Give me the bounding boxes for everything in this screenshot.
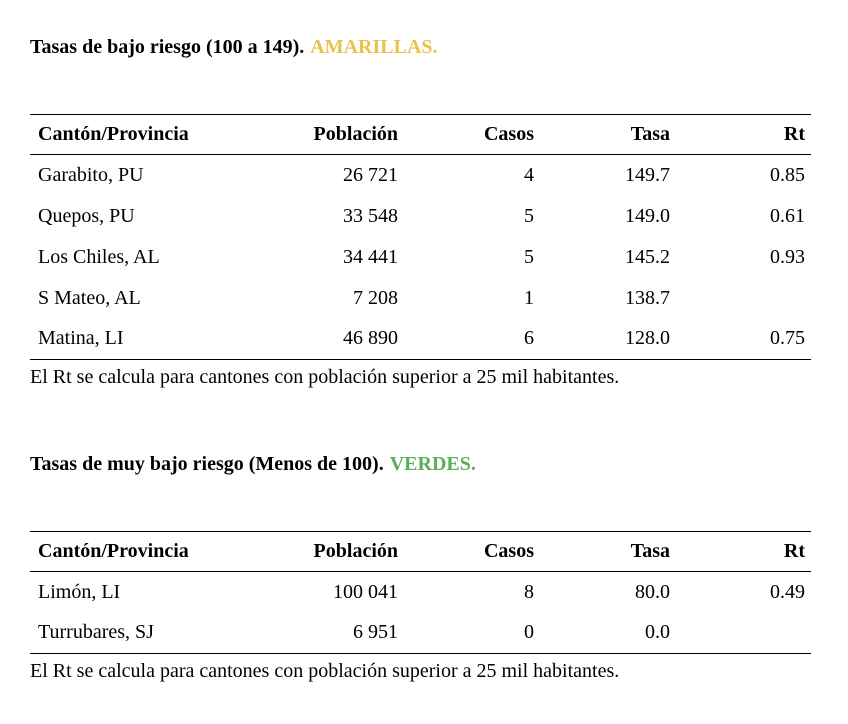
cell-poblacion: 34 441 [343,245,398,268]
cell-poblacion: 7 208 [353,286,398,309]
cell-rt: 0.85 [770,163,805,186]
cell-casos: 5 [524,204,534,227]
cell-casos: 6 [524,327,534,350]
cell-canton: S Mateo, AL [38,286,141,309]
column-header-rt: Rt [783,123,805,145]
section-heading-text: Tasas de muy bajo riesgo (Menos de 100). [30,453,384,475]
cell-canton: Matina, LI [38,327,124,350]
table-note: El Rt se calcula para cantones con población superior a 25 mil habitantes. [30,366,620,388]
table-row [30,278,811,319]
column-header-canton: Cantón/Provincia [38,123,189,145]
cell-rt [670,613,811,654]
table-row [30,613,811,654]
risk-tag: AMARILLAS. [310,36,438,58]
cell-casos: 0 [524,621,534,644]
table-header-row [30,532,811,572]
column-header-tasa: Tasa [630,123,670,145]
table-row [30,155,811,196]
cell-rt [670,278,811,319]
cell-casos: 4 [524,163,534,186]
cell-tasa: 80.0 [635,580,670,603]
table-row [30,196,811,237]
data-table [30,114,811,360]
cell-casos: 5 [524,245,534,268]
cell-tasa: 138.7 [625,286,670,309]
risk-tag: VERDES. [389,453,476,475]
cell-casos: 8 [524,580,534,603]
column-header-tasa: Tasa [630,540,670,562]
column-header-canton: Cantón/Provincia [38,540,189,562]
cell-tasa: 149.7 [625,163,670,186]
section-verdes [30,451,811,684]
cell-casos: 1 [524,286,534,309]
cell-tasa: 145.2 [625,245,670,268]
cell-poblacion: 6 951 [353,621,398,644]
column-header-poblacion: Población [313,540,398,562]
cell-poblacion: 100 041 [333,580,398,603]
cell-canton: Limón, LI [38,580,121,603]
section-heading-text: Tasas de bajo riesgo (100 a 149). [30,36,305,58]
data-table [30,531,811,654]
table-row [30,237,811,278]
cell-tasa: 149.0 [625,204,670,227]
table-header-row [30,115,811,155]
section-amarillas [30,34,811,390]
cell-canton: Garabito, PU [38,163,144,186]
cell-rt: 0.93 [770,245,805,268]
column-header-poblacion: Población [313,123,398,145]
cell-poblacion: 33 548 [343,204,398,227]
cell-tasa: 128.0 [625,327,670,350]
cell-canton: Turrubares, SJ [38,621,154,644]
table-row [30,572,811,613]
cell-poblacion: 26 721 [343,163,398,186]
cell-canton: Los Chiles, AL [38,245,160,268]
section-heading [30,34,811,60]
cell-rt: 0.61 [770,204,805,227]
cell-tasa: 0.0 [645,621,670,644]
column-header-rt: Rt [783,540,805,562]
column-header-casos: Casos [483,540,534,562]
table-row [30,319,811,360]
column-header-casos: Casos [483,123,534,145]
cell-rt: 0.75 [770,327,805,350]
table-note: El Rt se calcula para cantones con población superior a 25 mil habitantes. [30,660,620,682]
cell-canton: Quepos, PU [38,204,135,227]
section-heading [30,451,811,477]
cell-poblacion: 46 890 [343,327,398,350]
cell-rt: 0.49 [770,580,805,603]
